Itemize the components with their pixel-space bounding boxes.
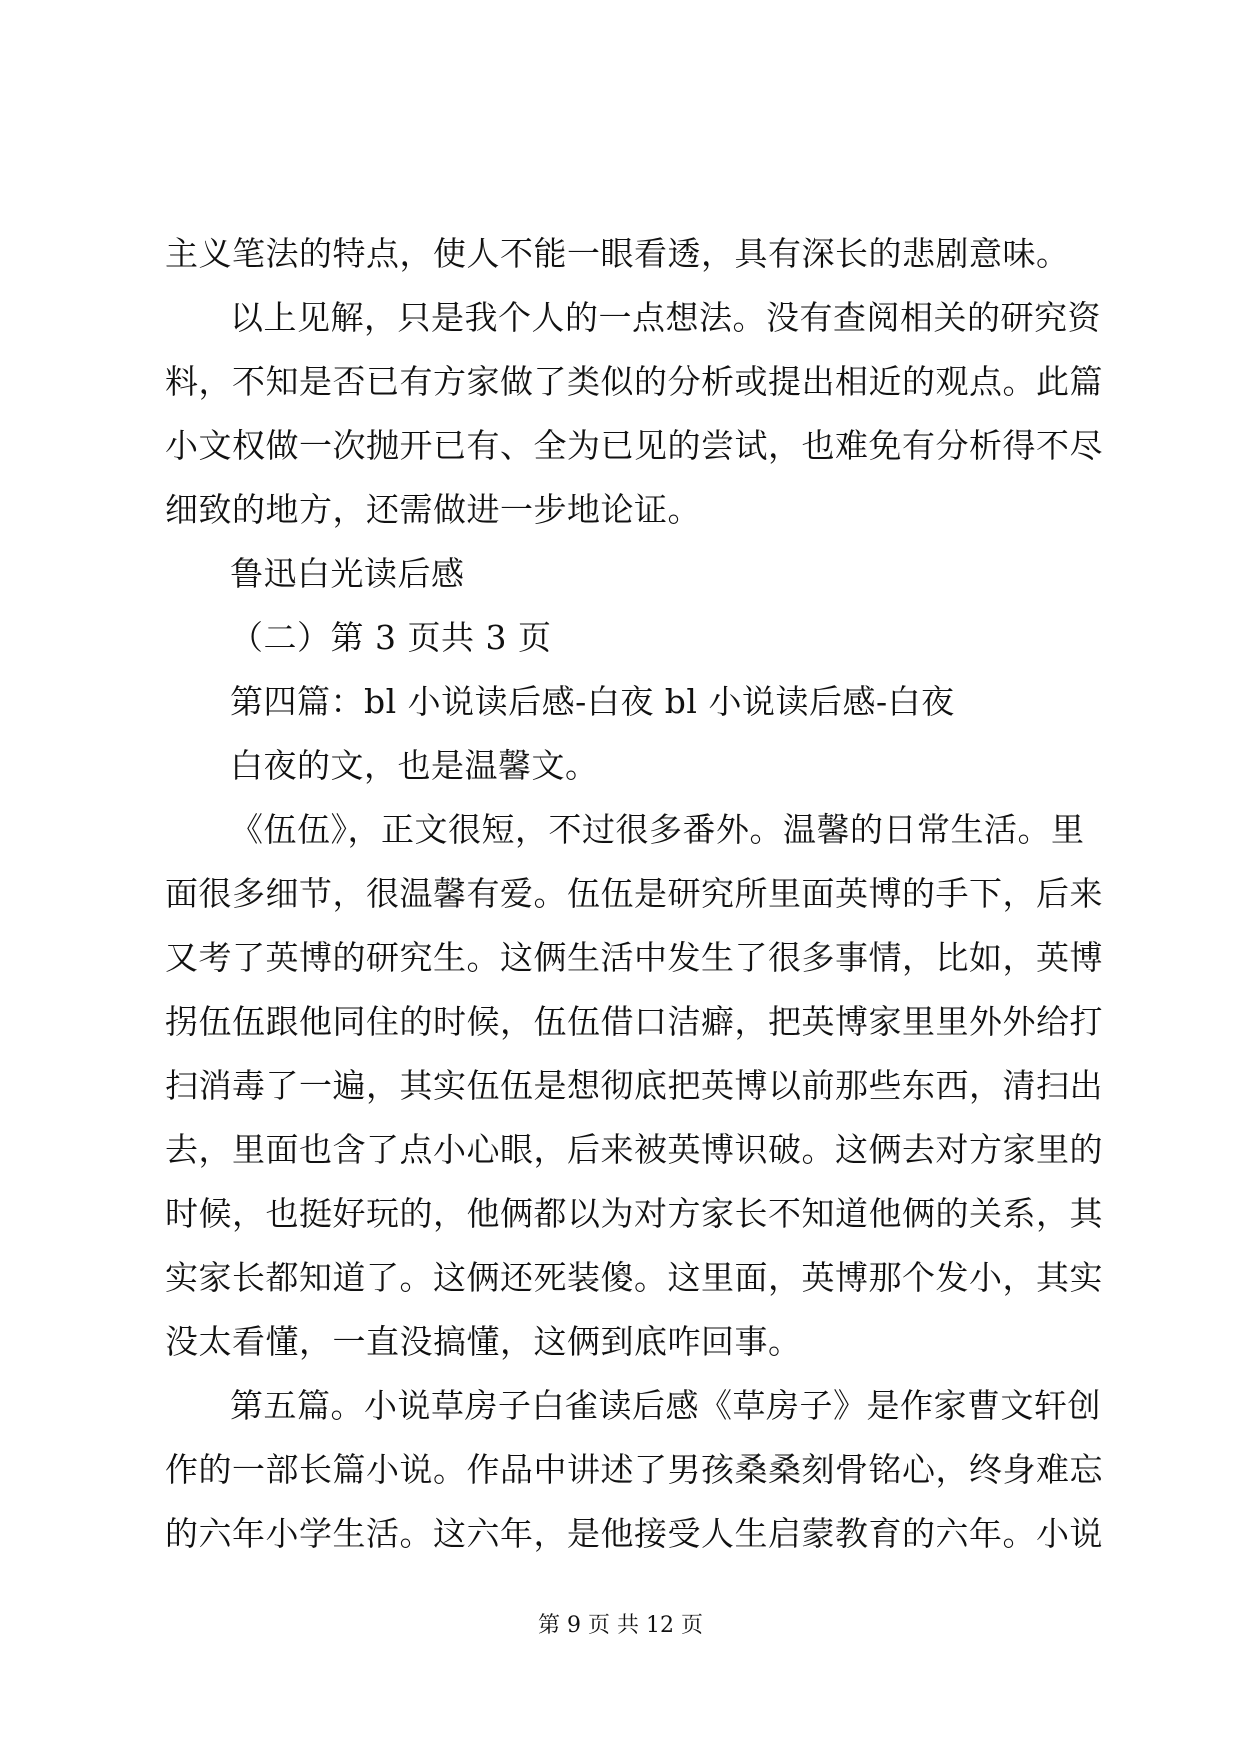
text-line: 白夜的文，也是温馨文。: [230, 746, 599, 785]
text-line: 没太看懂，一直没搞懂，这俩到底咋回事。: [165, 1322, 802, 1361]
text-line: 以上见解，只是我个人的一点想法。没有查阅相关的研究资: [230, 298, 1101, 337]
text-line: 又考了英博的研究生。这俩生活中发生了很多事情，比如，英博: [165, 938, 1103, 977]
text-line: 去，里面也含了点小心眼，后来被英博识破。这俩去对方家里的: [165, 1130, 1103, 1169]
text-line: 扫消毒了一遍，其实伍伍是想彻底把英博以前那些东西，清扫出: [165, 1066, 1103, 1105]
text-line: 主义笔法的特点，使人不能一眼看透，具有深长的悲剧意味。: [165, 234, 1070, 273]
text-line: 小文权做一次抛开已有、全为已见的尝试，也难免有分析得不尽: [165, 426, 1103, 465]
page-footer: 第 9 页 共 12 页: [538, 1613, 703, 1638]
text-line: 作的一部长篇小说。作品中讲述了男孩桑桑刻骨铭心，终身难忘: [165, 1450, 1103, 1489]
text-line: 《伍伍》，正文很短，不过很多番外。温馨的日常生活。里: [230, 810, 1085, 849]
text-line: 实家长都知道了。这俩还死装傻。这里面，英博那个发小，其实: [165, 1258, 1103, 1297]
text-line: 第五篇。小说草房子白雀读后感《草房子》是作家曹文轩创: [230, 1386, 1101, 1425]
text-line: 面很多细节，很温馨有爱。伍伍是研究所里面英博的手下，后来: [165, 874, 1103, 913]
text-line: 鲁迅白光读后感: [230, 554, 465, 593]
text-line: 第四篇：bl 小说读后感-白夜 bl 小说读后感-白夜: [230, 682, 955, 721]
text-line: 细致的地方，还需做进一步地论证。: [165, 490, 701, 529]
text-line: 料，不知是否已有方家做了类似的分析或提出相近的观点。此篇: [165, 362, 1103, 401]
text-line: 拐伍伍跟他同住的时候，伍伍借口洁癖，把英博家里里外外给打: [165, 1002, 1103, 1041]
text-line: 时候，也挺好玩的，他俩都以为对方家长不知道他俩的关系，其: [165, 1194, 1103, 1233]
text-line: 的六年小学生活。这六年，是他接受人生启蒙教育的六年。小说: [165, 1514, 1103, 1553]
text-line: （二）第 3 页共 3 页: [230, 618, 552, 657]
body-text: [165, 222, 1103, 1566]
